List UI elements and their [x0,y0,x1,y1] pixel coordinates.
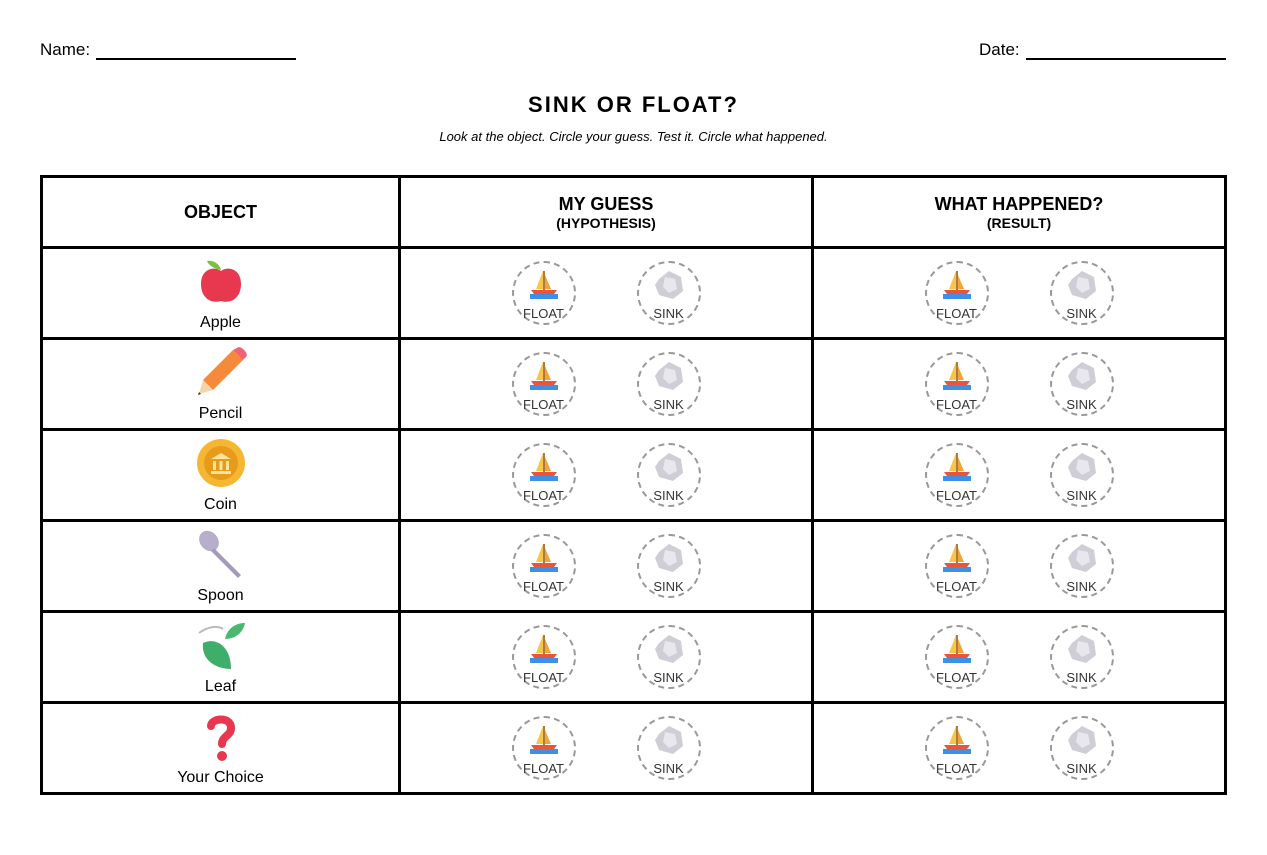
object-label: Your Choice [177,768,264,786]
guess-cell [400,430,813,521]
leaf-icon [195,619,247,678]
sink-option[interactable] [637,443,701,507]
sink-label: SINK [653,488,684,503]
rock-icon [653,269,685,301]
float-option[interactable] [925,534,989,598]
header-label: WHAT HAPPENED? [934,193,1104,214]
sink-float-table [40,175,1227,795]
float-option[interactable] [925,716,989,780]
result-options [814,716,1224,780]
table-row [42,339,1226,430]
sink-option[interactable] [1050,261,1114,325]
object-label: Coin [204,495,237,513]
float-option[interactable] [925,625,989,689]
guess-cell [400,521,813,612]
float-label: FLOAT [523,579,564,594]
sailboat-icon [941,542,973,574]
name-line[interactable] [96,42,296,60]
name-field[interactable] [40,40,296,60]
float-option[interactable] [512,443,576,507]
result-cell [813,703,1226,794]
sink-option[interactable] [1050,352,1114,416]
rock-icon [653,633,685,665]
float-label: FLOAT [936,306,977,321]
sailboat-icon [941,269,973,301]
rock-icon [653,451,685,483]
header-guess [400,177,813,248]
rock-icon [1066,724,1098,756]
float-label: FLOAT [523,306,564,321]
object-label: Pencil [198,404,243,422]
sailboat-icon [528,542,560,574]
object-cell [42,703,400,794]
result-options [814,534,1224,598]
sink-label: SINK [653,761,684,776]
rock-icon [1066,633,1098,665]
table-row [42,612,1226,703]
sailboat-icon [941,451,973,483]
rock-icon [653,542,685,574]
rock-icon [1066,269,1098,301]
sink-option[interactable] [637,625,701,689]
result-options [814,625,1224,689]
sailboat-icon [941,633,973,665]
result-cell [813,612,1226,703]
name-label: Name: [40,40,91,59]
guess-options [401,352,811,416]
sailboat-icon [528,451,560,483]
date-line[interactable] [1026,42,1226,60]
rock-icon [653,724,685,756]
rock-icon [653,360,685,392]
spoon-icon [195,528,247,587]
sailboat-icon [528,724,560,756]
object-cell [42,521,400,612]
float-label: FLOAT [523,761,564,776]
float-option[interactable] [512,352,576,416]
guess-options [401,443,811,507]
result-cell [813,248,1226,339]
date-field[interactable] [979,40,1226,60]
sailboat-icon [528,360,560,392]
page-title: SINK OR FLOAT? [528,92,739,117]
sink-option[interactable] [1050,716,1114,780]
table-row [42,430,1226,521]
float-label: FLOAT [936,397,977,412]
guess-options [401,534,811,598]
sink-label: SINK [1066,579,1097,594]
result-options [814,443,1224,507]
sink-label: SINK [1066,761,1097,776]
float-label: FLOAT [523,488,564,503]
sink-option[interactable] [637,352,701,416]
float-label: FLOAT [936,761,977,776]
object-label: Leaf [204,677,237,695]
object-cell [42,612,400,703]
object-label: Spoon [197,586,244,604]
guess-options [401,625,811,689]
guess-cell [400,612,813,703]
rock-icon [1066,542,1098,574]
sink-option[interactable] [1050,625,1114,689]
apple-icon [195,255,247,314]
coin-icon [195,437,247,496]
float-option[interactable] [925,443,989,507]
guess-cell [400,703,813,794]
float-option[interactable] [512,716,576,780]
sink-label: SINK [653,306,684,321]
float-label: FLOAT [523,397,564,412]
table-row [42,248,1226,339]
object-cell [42,339,400,430]
sink-option[interactable] [1050,443,1114,507]
object-cell [42,430,400,521]
float-label: FLOAT [936,579,977,594]
float-option[interactable] [925,261,989,325]
sink-option[interactable] [637,261,701,325]
rock-icon [1066,360,1098,392]
header-sublabel: (HYPOTHESIS) [556,214,656,231]
header-label: OBJECT [183,201,257,222]
guess-options [401,716,811,780]
guess-cell [400,339,813,430]
sailboat-icon [528,633,560,665]
sink-label: SINK [653,397,684,412]
float-label: FLOAT [936,488,977,503]
result-options [814,352,1224,416]
float-option[interactable] [512,625,576,689]
header-label: MY GUESS [558,193,654,214]
float-label: FLOAT [523,670,564,685]
result-cell [813,430,1226,521]
table-row [42,703,1226,794]
sink-label: SINK [1066,306,1097,321]
instructions: Look at the object. Circle your guess. Test it. Circle what happened. [439,129,828,144]
result-cell [813,521,1226,612]
sink-option[interactable] [1050,534,1114,598]
table-row [42,521,1226,612]
header-result [813,177,1226,248]
result-options [814,261,1224,325]
guess-cell [400,248,813,339]
sink-label: SINK [653,670,684,685]
sink-label: SINK [653,579,684,594]
float-label: FLOAT [936,670,977,685]
sailboat-icon [528,269,560,301]
question-mark-icon [195,710,247,769]
sailboat-icon [941,724,973,756]
float-option[interactable] [512,534,576,598]
sailboat-icon [941,360,973,392]
object-cell [42,248,400,339]
header-sublabel: (RESULT) [986,214,1052,231]
float-option[interactable] [925,352,989,416]
date-label: Date: [979,40,1020,59]
rock-icon [1066,451,1098,483]
sink-option[interactable] [637,534,701,598]
object-label: Apple [200,313,241,331]
sink-label: SINK [1066,670,1097,685]
sink-option[interactable] [637,716,701,780]
header-object [42,177,400,248]
sink-label: SINK [1066,488,1097,503]
pencil-icon [195,346,247,405]
float-option[interactable] [512,261,576,325]
guess-options [401,261,811,325]
sink-label: SINK [1066,397,1097,412]
result-cell [813,339,1226,430]
